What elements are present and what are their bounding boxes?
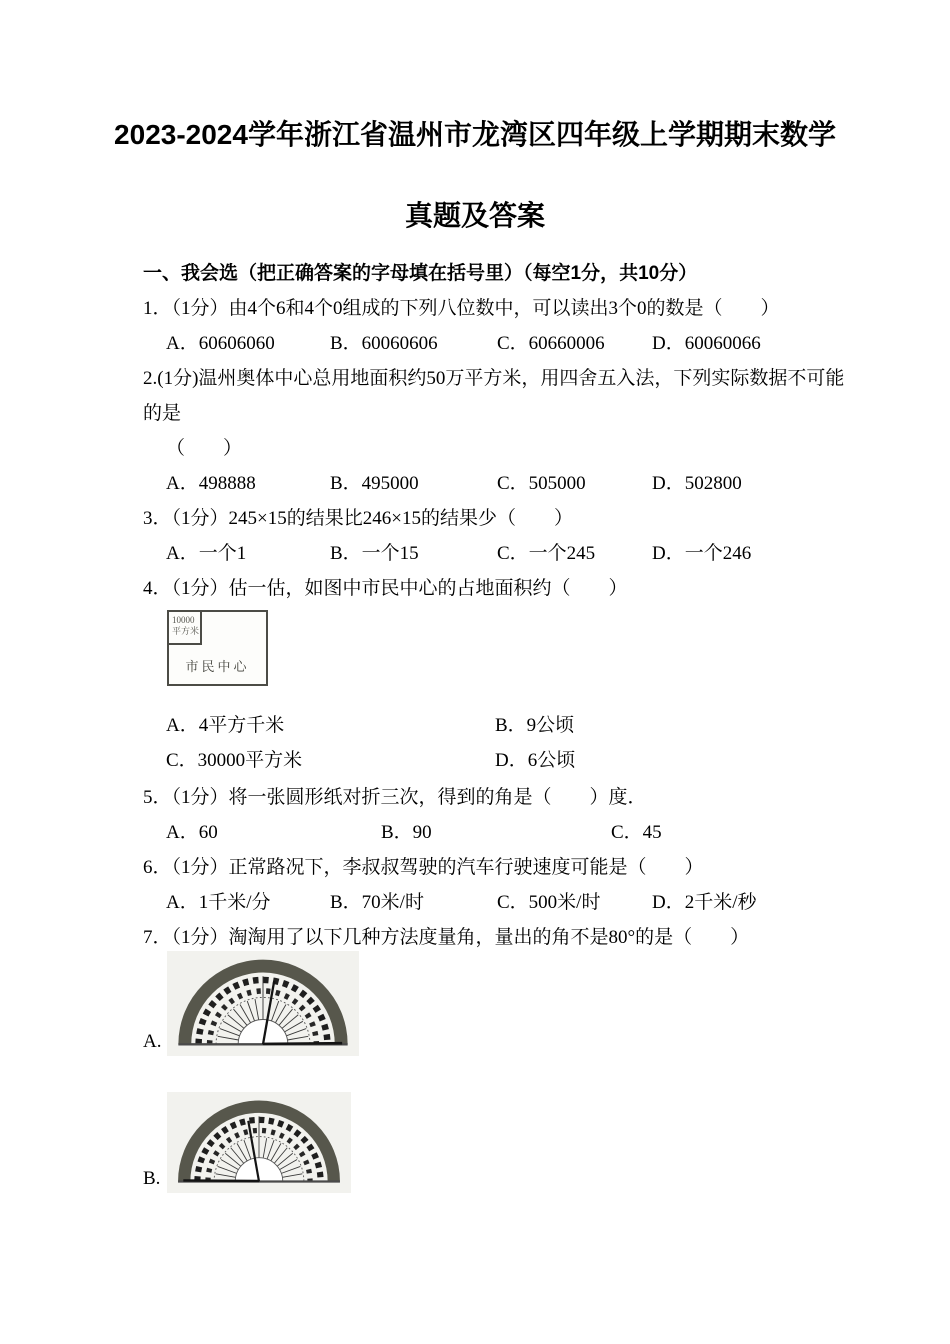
question-5-text: （1分）将一张圆形纸对折三次，得到的角是（ ）度． xyxy=(171,787,647,808)
question-4-options-row1 xyxy=(143,708,855,743)
protractor-a-image xyxy=(171,954,355,1050)
question-3 xyxy=(143,501,855,536)
question-7-number: 7． xyxy=(143,927,172,948)
option-a: A．一个1 xyxy=(166,543,247,564)
protractor-b-image xyxy=(171,1095,347,1187)
question-5-number: 5． xyxy=(143,787,172,808)
question-1-number: 1． xyxy=(143,298,172,319)
question-4-figure xyxy=(167,608,287,692)
question-3-text: （1分）245×15的结果比246×15的结果少（ ） xyxy=(171,508,573,529)
question-2-text: (1分)温州奥体中心总用地面积约50万平方米，用四舍五入法，下列实际数据不可能的是 xyxy=(143,368,845,424)
question-1-options xyxy=(143,326,855,361)
question-4-options-row2 xyxy=(143,743,855,778)
question-5 xyxy=(143,780,855,815)
question-7-option-b-figure xyxy=(143,1092,855,1193)
document-title-line2: 真题及答案 xyxy=(404,200,545,231)
option-b: B．495000 xyxy=(330,473,419,494)
option-a: A．498888 xyxy=(166,473,256,494)
question-3-number: 3． xyxy=(143,508,172,529)
question-6 xyxy=(143,850,855,885)
question-7-text: （1分）淘淘用了以下几种方法度量角，量出的角不是80°的是（ ） xyxy=(171,927,750,948)
option-c: C．500米/时 xyxy=(497,892,601,913)
option-d: D．60060066 xyxy=(652,333,761,354)
question-7-option-a-figure xyxy=(143,951,855,1056)
civic-center-label: 市民中心 xyxy=(185,659,250,674)
question-2 xyxy=(143,361,855,431)
protractor-b-photo xyxy=(167,1092,351,1193)
option-a: A．60 xyxy=(166,822,218,843)
option-d: D．2千米/秒 xyxy=(652,892,757,913)
option-b: B．一个15 xyxy=(330,543,419,564)
option-d: D．一个246 xyxy=(652,543,752,564)
option-a: A．4平方千米 xyxy=(166,715,285,736)
question-5-options xyxy=(143,815,855,850)
question-4-number: 4． xyxy=(143,578,172,599)
unit-square xyxy=(169,612,202,645)
figure-b-label: B. xyxy=(143,1168,161,1189)
option-a: A．60606060 xyxy=(166,333,275,354)
document-header xyxy=(0,0,950,236)
question-2-options xyxy=(143,466,855,501)
question-1 xyxy=(143,291,855,326)
option-c: C．30000平方米 xyxy=(166,750,303,771)
question-4-text: （1分）估一估，如图中市民中心的占地面积约（ ） xyxy=(171,578,628,599)
question-7 xyxy=(143,920,855,955)
option-c: C．60660006 xyxy=(497,333,605,354)
question-1-text: （1分）由4个6和4个0组成的下列八位数中，可以读出3个0的数是（ ） xyxy=(171,298,780,319)
option-b: B．60060606 xyxy=(330,333,438,354)
option-c: C．505000 xyxy=(497,473,586,494)
option-d: D．6公顷 xyxy=(495,750,576,771)
option-b: B．70米/时 xyxy=(330,892,424,913)
option-a: A．1千米/分 xyxy=(166,892,271,913)
question-2-brackets: （ ） xyxy=(166,438,243,459)
protractor-a-photo xyxy=(167,951,359,1056)
unit-square-value: 10000 xyxy=(172,615,195,625)
question-6-number: 6． xyxy=(143,857,172,878)
document-body xyxy=(143,256,855,1193)
question-3-options xyxy=(143,536,855,571)
option-c: C．一个245 xyxy=(497,543,596,564)
question-2-number: 2. xyxy=(143,368,158,389)
section-1-heading: 一、我会选（把正确答案的字母填在括号里）（每空1分，共10分） xyxy=(143,263,698,284)
question-6-text: （1分）正常路况下，李叔叔驾驶的汽车行驶速度可能是（ ） xyxy=(171,857,704,878)
question-4 xyxy=(143,571,855,606)
option-b: B．9公顷 xyxy=(495,715,575,736)
question-6-options xyxy=(143,885,855,920)
civic-center-rectangle xyxy=(167,610,268,686)
figure-a-label: A. xyxy=(143,1031,162,1052)
option-d: D．502800 xyxy=(652,473,742,494)
option-c: C．45 xyxy=(611,822,662,843)
option-b: B．90 xyxy=(381,822,432,843)
unit-square-unit: 平方米 xyxy=(172,626,200,636)
document-title-line1: 2023-2024学年浙江省温州市龙湾区四年级上学期期末数学 xyxy=(114,119,836,150)
